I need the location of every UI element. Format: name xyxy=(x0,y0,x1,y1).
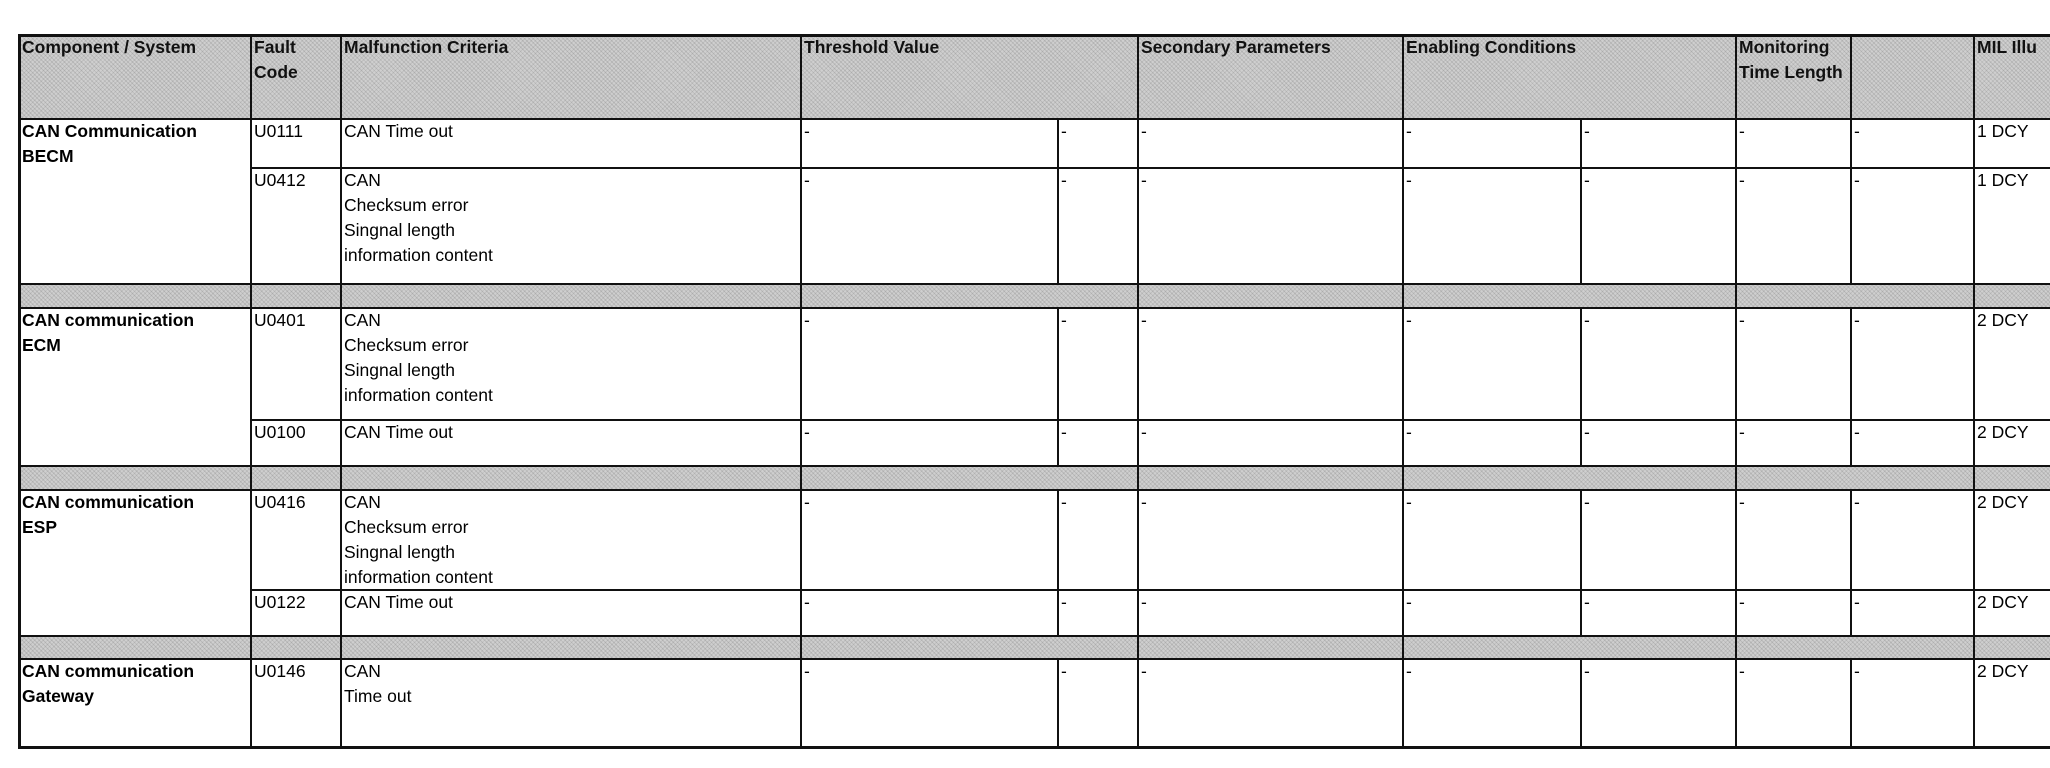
enabling-condition-2: - xyxy=(1584,310,1590,330)
grid-line xyxy=(18,658,2050,660)
enabling-condition: - xyxy=(1406,170,1412,190)
monitoring-time: - xyxy=(1739,310,1745,330)
grid-line xyxy=(1850,167,1852,283)
grid-line xyxy=(340,34,342,749)
grid-line xyxy=(18,118,2050,120)
enabling-condition-2: - xyxy=(1584,492,1590,512)
grid-line xyxy=(1850,658,1852,748)
grid-line xyxy=(1850,419,1852,465)
grid-line xyxy=(1580,118,1582,167)
enabling-condition: - xyxy=(1406,661,1412,681)
mil-illumination: 1 DCY xyxy=(1977,121,2029,141)
grid-line xyxy=(1580,307,1582,419)
threshold-value: - xyxy=(804,661,810,681)
mil-illumination: 2 DCY xyxy=(1977,661,2029,681)
malfunction-criteria: CAN Time out xyxy=(344,661,412,706)
secondary-parameters: - xyxy=(1141,310,1147,330)
grid-line xyxy=(1057,167,1059,283)
monitoring-time-2: - xyxy=(1854,310,1860,330)
monitoring-time-2: - xyxy=(1854,592,1860,612)
threshold-value-2: - xyxy=(1061,661,1067,681)
grid-line xyxy=(1402,34,1404,749)
threshold-value: - xyxy=(804,492,810,512)
mil-illumination: 2 DCY xyxy=(1977,422,2029,442)
monitoring-time: - xyxy=(1739,661,1745,681)
secondary-parameters: - xyxy=(1141,170,1147,190)
grid-line xyxy=(1850,307,1852,419)
grid-line xyxy=(1057,658,1059,748)
threshold-value: - xyxy=(804,310,810,330)
grid-line xyxy=(1735,34,1737,749)
malfunction-criteria: CAN Checksum error Singnal length information content xyxy=(344,170,493,265)
separator-row xyxy=(18,635,2050,658)
monitoring-time: - xyxy=(1739,492,1745,512)
grid-line xyxy=(1850,489,1852,589)
component-name: CAN communication ECM xyxy=(22,310,195,355)
fault-code: U0412 xyxy=(254,170,306,190)
enabling-condition-2: - xyxy=(1584,661,1590,681)
malfunction-criteria: CAN Checksum error Singnal length information content xyxy=(344,310,493,405)
grid-line xyxy=(1973,34,1975,749)
grid-line xyxy=(1850,118,1852,167)
grid-line xyxy=(1580,489,1582,589)
grid-line xyxy=(18,34,21,749)
header-fault-code: Fault Code xyxy=(254,37,298,82)
header-threshold: Threshold Value xyxy=(804,37,940,57)
component-name: CAN communication ESP xyxy=(22,492,195,537)
grid-line xyxy=(1057,419,1059,465)
monitoring-time-2: - xyxy=(1854,121,1860,141)
fault-code: U0146 xyxy=(254,661,306,681)
malfunction-criteria: CAN Time out xyxy=(344,422,453,442)
separator-row xyxy=(18,465,2050,489)
fault-code: U0100 xyxy=(254,422,306,442)
monitoring-time: - xyxy=(1739,592,1745,612)
grid-line xyxy=(250,34,252,749)
threshold-value-2: - xyxy=(1061,422,1067,442)
threshold-value: - xyxy=(804,592,810,612)
threshold-value-2: - xyxy=(1061,492,1067,512)
threshold-value-2: - xyxy=(1061,121,1067,141)
fault-code: U0401 xyxy=(254,310,306,330)
threshold-value: - xyxy=(804,170,810,190)
monitoring-time: - xyxy=(1739,422,1745,442)
secondary-parameters: - xyxy=(1141,661,1147,681)
grid-line xyxy=(1580,589,1582,635)
secondary-parameters: - xyxy=(1141,422,1147,442)
threshold-value: - xyxy=(804,422,810,442)
malfunction-criteria: CAN Checksum error Singnal length information content xyxy=(344,492,493,587)
mil-illumination: 2 DCY xyxy=(1977,310,2029,330)
grid-line xyxy=(18,307,2050,309)
enabling-condition: - xyxy=(1406,310,1412,330)
enabling-condition-2: - xyxy=(1584,422,1590,442)
fault-code: U0111 xyxy=(254,121,303,141)
threshold-value-2: - xyxy=(1061,170,1067,190)
grid-line xyxy=(1057,118,1059,167)
grid-line xyxy=(18,465,2050,467)
monitoring-time-2: - xyxy=(1854,492,1860,512)
monitoring-time: - xyxy=(1739,121,1745,141)
header-monitoring: Monitoring Time Length xyxy=(1739,37,1843,82)
grid-line xyxy=(18,283,2050,285)
mil-illumination: 1 DCY xyxy=(1977,170,2029,190)
monitoring-time: - xyxy=(1739,170,1745,190)
secondary-parameters: - xyxy=(1141,592,1147,612)
grid-line xyxy=(1137,34,1139,749)
separator-row xyxy=(18,283,2050,307)
malfunction-criteria: CAN Time out xyxy=(344,592,453,612)
header-malfunction: Malfunction Criteria xyxy=(344,37,509,57)
grid-line xyxy=(18,635,2050,637)
grid-line xyxy=(1850,589,1852,635)
header-component: Component / System xyxy=(22,37,197,57)
component-name: CAN Communication BECM xyxy=(22,121,197,166)
grid-line xyxy=(1057,489,1059,589)
grid-line xyxy=(1580,167,1582,283)
grid-line xyxy=(1580,658,1582,748)
component-name: CAN communication Gateway xyxy=(22,661,195,706)
threshold-value-2: - xyxy=(1061,592,1067,612)
grid-line xyxy=(1850,34,1852,118)
monitoring-time-2: - xyxy=(1854,422,1860,442)
secondary-parameters: - xyxy=(1141,492,1147,512)
enabling-condition-2: - xyxy=(1584,121,1590,141)
enabling-condition: - xyxy=(1406,592,1412,612)
threshold-value: - xyxy=(804,121,810,141)
fault-code: U0416 xyxy=(254,492,306,512)
mil-illumination: 2 DCY xyxy=(1977,592,2029,612)
grid-line xyxy=(1580,419,1582,465)
enabling-condition-2: - xyxy=(1584,170,1590,190)
enabling-condition: - xyxy=(1406,492,1412,512)
header-enabling: Enabling Conditions xyxy=(1406,37,1577,57)
secondary-parameters: - xyxy=(1141,121,1147,141)
monitoring-time-2: - xyxy=(1854,661,1860,681)
fault-code: U0122 xyxy=(254,592,306,612)
mil-illumination: 2 DCY xyxy=(1977,492,2029,512)
grid-line xyxy=(1057,589,1059,635)
malfunction-criteria: CAN Time out xyxy=(344,121,453,141)
enabling-condition: - xyxy=(1406,422,1412,442)
header-mil: MIL Illu xyxy=(1977,37,2037,57)
header-secondary: Secondary Parameters xyxy=(1141,37,1331,57)
grid-line xyxy=(18,34,2050,37)
threshold-value-2: - xyxy=(1061,310,1067,330)
monitoring-time-2: - xyxy=(1854,170,1860,190)
grid-line xyxy=(18,489,2050,491)
grid-line xyxy=(800,34,802,749)
grid-line xyxy=(18,746,2050,749)
enabling-condition: - xyxy=(1406,121,1412,141)
grid-line xyxy=(1057,307,1059,419)
enabling-condition-2: - xyxy=(1584,592,1590,612)
